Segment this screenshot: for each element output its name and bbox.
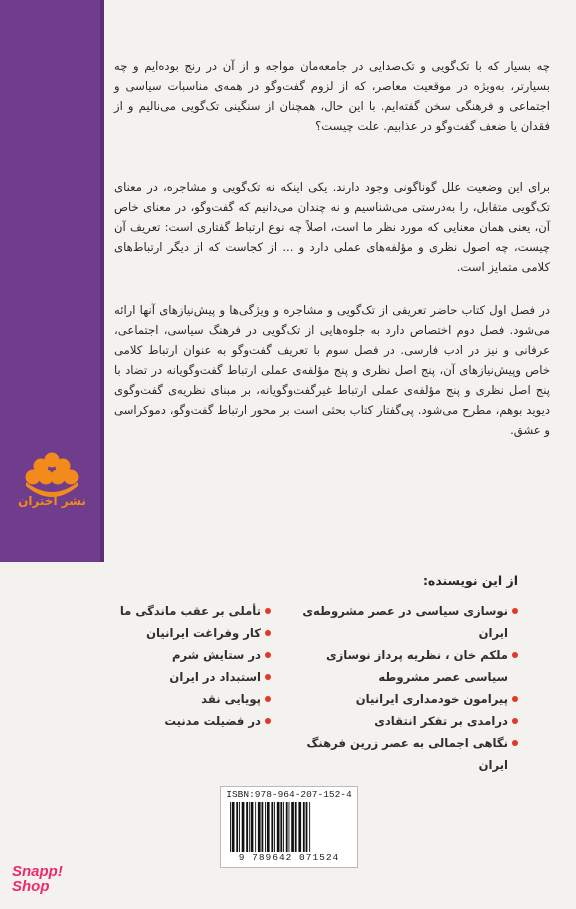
publisher-name: نشر اختران	[18, 494, 86, 508]
barcode-bar	[298, 802, 301, 852]
list-item	[96, 622, 271, 644]
bullet-icon	[512, 608, 518, 614]
barcode-bar	[230, 802, 231, 852]
barcode-bar	[291, 802, 294, 852]
barcode-icon	[229, 802, 349, 852]
barcode-bar	[267, 802, 270, 852]
barcode-bar	[251, 802, 254, 852]
bullet-icon	[512, 718, 518, 724]
store-logo	[12, 864, 63, 894]
bullet-icon	[265, 674, 271, 680]
work-title: تأملی بر عقب ماندگی ما	[119, 604, 261, 618]
barcode-bar	[255, 802, 256, 852]
list-item	[96, 644, 271, 666]
barcode-bar	[249, 802, 250, 852]
barcode-bar	[236, 802, 238, 852]
barcode-bar	[239, 802, 240, 852]
barcode-bar	[283, 802, 284, 852]
work-title: در فضیلت مدنیت	[164, 714, 261, 728]
bullet-icon	[512, 652, 518, 658]
list-item	[96, 710, 271, 732]
barcode-bar	[289, 802, 290, 852]
store-logo-line-2: Shop	[12, 878, 50, 895]
barcode-bar	[295, 802, 297, 852]
barcode-bar	[303, 802, 305, 852]
list-item	[96, 688, 271, 710]
list-item	[288, 688, 518, 710]
other-works-left-column	[96, 600, 271, 732]
fan-shell-icon	[16, 450, 88, 522]
barcode-bar	[286, 802, 288, 852]
work-title: پویایی نقد	[201, 692, 261, 706]
work-title: استبداد در ایران	[169, 670, 261, 684]
barcode-bar	[262, 802, 264, 852]
bullet-icon	[265, 696, 271, 702]
list-item	[288, 732, 518, 776]
work-title: پیرامون خودمداری ایرانیان	[355, 692, 508, 706]
blurb-paragraph-1: چه بسیار که با تک‌گویی و تک‌صدایی در جامعه‌مان مواجه و از آن در رنج بوده‌ایم و چه بسیارتر، به‌ویژه در موقعیت معاصر، که از لزوم گفت‌وگو در همه‌ی مناسبات سیاسی و اجتماعی و فرهنگی سخن گفته‌ایم. با این حال، همچنان از سنگینی تک‌گویی می‌نالیم و از فقدان یا ضعف گفت‌وگو در عذابیم. علت چیست؟	[114, 59, 550, 133]
barcode-digits: 9 789642 071524	[238, 852, 340, 863]
barcode-bar	[232, 802, 235, 852]
store-logo-line-1: Snapp!	[12, 863, 63, 880]
barcode-bar	[306, 802, 308, 852]
work-title: ملکم خان ، نظریه پرداز نوسازی سیاسی عصر مشروطه	[325, 648, 508, 684]
work-title: نگاهی اجمالی به عصر زرین فرهنگ ایران	[306, 736, 508, 772]
barcode-bar	[246, 802, 248, 852]
other-works-right-column	[288, 600, 518, 776]
barcode-bar	[274, 802, 275, 852]
list-item	[96, 666, 271, 688]
list-item	[288, 710, 518, 732]
isbn-barcode	[220, 786, 358, 868]
bullet-icon	[265, 608, 271, 614]
barcode-bar	[280, 802, 282, 852]
barcode-bar	[265, 802, 266, 852]
blurb-paragraph-2: برای این وضعیت علل گوناگونی وجود دارند. یکی اینکه نه تک‌گویی و مشاجره، در معنای تک‌گویی متقابل، را به‌درستی می‌شناسیم و نه چندان می‌دانیم که گفت‌وگو، در معنای خاص آن، یعنی همان معنایی که مورد نظر ما است، اصلاً چه نوع ارتباط گفتاری است: تعریف آن چیست، چه اصول نظری و مؤلفه‌های عملی دارد و ... از کجاست که از دیگر ارتباط‌های کلامی متمایز است.	[114, 180, 550, 274]
purple-band-edge	[100, 0, 104, 562]
bullet-icon	[512, 740, 518, 746]
bullet-icon	[265, 718, 271, 724]
bullet-icon	[265, 652, 271, 658]
work-title: در ستایش شرم	[171, 648, 261, 662]
blurb-paragraph-3: در فصل اول کتاب حاضر تعریفی از تک‌گویی و مشاجره و ویژگی‌ها و پیش‌نیازهای آنها ارائه می‌شود. فصل دوم اختصاص دارد به جلوه‌هایی از تک‌گویی در فرهنگ سیاسی، اجتماعی، عرفانی و نیز در ادب فارسی. در فصل سوم با تعریف گفت‌وگو به عنوان ارتباط کلامی خاص وپیش‌نیازهای آن، پنج اصل نظری و پنج مؤلفه‌ی عملی ارتباط گفت‌وگویانه در تضاد با پنج اصل نظری و پنج مؤلفه‌ی عملی ارتباط غیرگفت‌وگویانه، بر مبنای نظریه‌ی گفت‌وگوی دیوید بوهم، مطرح می‌شود. پی‌گفتار کتاب بحثی است بر محور ارتباط گفت‌وگو، دموکراسی و عشق.	[114, 303, 550, 437]
barcode-bar	[242, 802, 245, 852]
bullet-icon	[512, 696, 518, 702]
list-item	[288, 644, 518, 688]
work-title: درامدی بر تفکر انتقادی	[374, 714, 508, 728]
other-works-heading: از این نویسنده:	[422, 573, 518, 588]
bullet-icon	[265, 630, 271, 636]
list-item	[288, 600, 518, 644]
work-title: کار وفراغت ایرانیان	[146, 626, 261, 640]
barcode-bar	[309, 802, 310, 852]
list-item	[96, 600, 271, 622]
work-title: نوسازی سیاسی در عصر مشروطه‌ی ایران	[302, 604, 508, 640]
barcode-bar	[271, 802, 273, 852]
barcode-bar	[277, 802, 280, 852]
isbn-label: ISBN:978-964-207-152-4	[226, 789, 352, 800]
barcode-bar	[258, 802, 261, 852]
